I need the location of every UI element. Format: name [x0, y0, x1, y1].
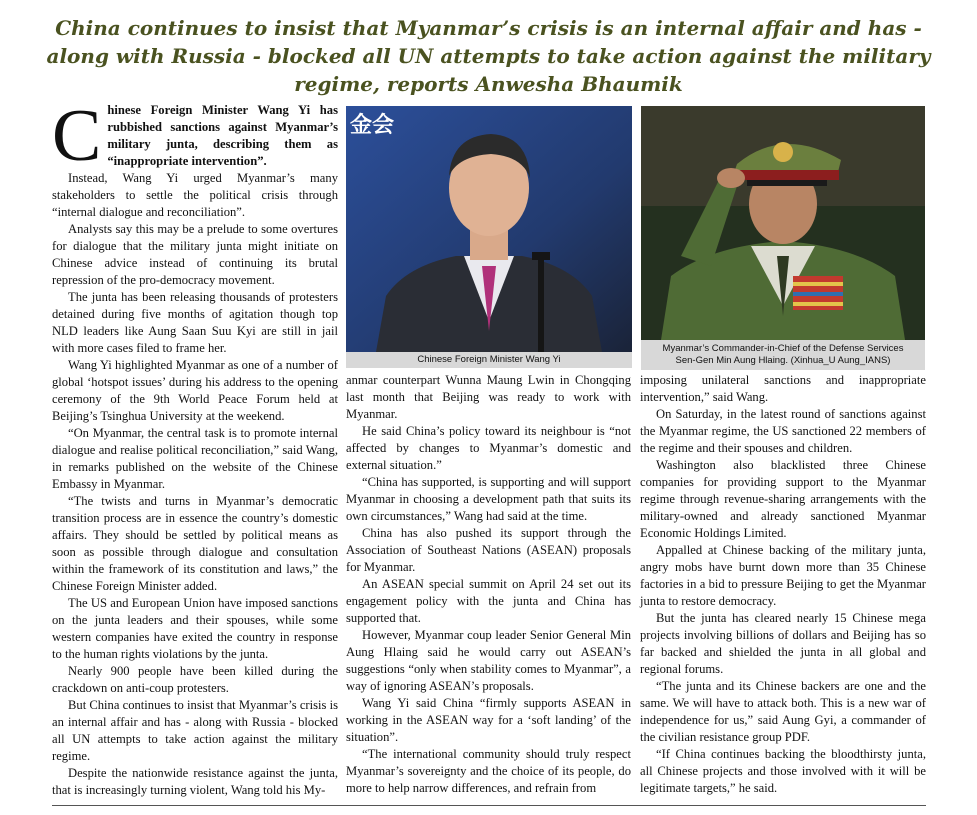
- paragraph: However, Myanmar coup leader Senior General Min Aung Hlaing said he would carry out ASEAN’s suggestions “only when stability comes to Myanmar”, a way of ignoring ASEAN’s proposals.: [346, 628, 631, 693]
- lead-text: hinese Foreign Minister Wang Yi has rubbished sanctions against Myanmar’s military junta, describing them as “inappropriate intervention”.: [107, 103, 338, 168]
- drop-cap: C: [52, 95, 102, 177]
- paragraph: “The international community should truly respect Myanmar’s sovereignty and the choice of its people, do more to help narrow differences, and refrain from: [346, 747, 631, 795]
- paragraph: China has also pushed its support through the Association of Southeast Nations (ASEAN) proposals for Myanmar.: [346, 526, 631, 574]
- min-aung-hlaing-caption: [641, 340, 925, 370]
- paragraph: The junta has been releasing thousands of protesters detained during five months of agitation though top NLD leaders like Aung Saan Suu Kyi are still in jail with more cases filed to frame her.: [52, 290, 338, 355]
- banner-text: 金会: [350, 113, 395, 138]
- paragraph: Analysts say this may be a prelude to some overtures for dialogue that the military junta might initiate on Chinese advice instead of continuing its brutal repression of the pro-democracy movement.: [52, 222, 338, 287]
- paragraph: An ASEAN special summit on April 24 set out its engagement policy with the junta and China has supported that.: [346, 577, 631, 625]
- paragraph: “If China continues backing the bloodthirsty junta, all Chinese projects and those involved with it will be legitimate targets,” he said.: [640, 747, 926, 795]
- wang-yi-photo: [346, 106, 632, 352]
- paragraph: But China continues to insist that Myanmar’s crisis is an internal affair and has - along with Russia - blocked all UN attempts to take action against the military regime.: [52, 698, 338, 763]
- paragraph: The US and European Union have imposed sanctions on the junta leaders and their spouses, while some western companies have exited the country in response to the human rights violations by the junta.: [52, 596, 338, 661]
- caption-line-2: Sen-Gen Min Aung Hlaing. (Xinhua_U Aung_IANS): [675, 355, 891, 366]
- article-column-1: [52, 95, 338, 799]
- paragraph: On Saturday, in the latest round of sanctions against the Myanmar regime, the US sanctioned 22 members of the regime and their spouses and children.: [640, 407, 926, 455]
- paragraph: But the junta has cleared nearly 15 Chinese mega projects involving billions of dollars and Beijing has so far backed and shielded the junta in all global and regional forums.: [640, 611, 926, 676]
- paragraph: Despite the nationwide resistance against the junta, that is increasingly turning violent, Wang told his My-: [52, 766, 338, 797]
- article-column-2: [346, 372, 631, 797]
- paragraph: “On Myanmar, the central task is to promote internal dialogue and realise political reconciliation,” said Wang, in remarks published on the website of the Chinese Embassy in Myanmar.: [52, 426, 338, 491]
- min-aung-hlaing-illustration: [641, 106, 925, 340]
- paragraph: Appalled at Chinese backing of the military junta, angry mobs have burnt down more than 35 Chinese factories in a bid to pressure Beijing to get the Myanmar junta to restore democracy.: [640, 543, 926, 608]
- wang-yi-caption: Chinese Foreign Minister Wang Yi: [346, 352, 632, 368]
- paragraph: “China has supported, is supporting and will support Myanmar in choosing a development path that suits its own circumstances,” Wang had said at the time.: [346, 475, 631, 523]
- min-aung-hlaing-photo: [641, 106, 925, 340]
- lead-paragraph: [52, 95, 338, 177]
- paragraph: Instead, Wang Yi urged Myanmar’s many stakeholders to settle the political crisis through “internal dialogue and reconciliation”.: [52, 171, 338, 219]
- bottom-rule: [52, 805, 926, 806]
- paragraph: Wang Yi highlighted Myanmar as one of a number of global ‘hotspot issues’ during his address to the opening ceremony of the 9th World Peace Forum held at Beijing’s Tsinghua University at the weekend.: [52, 358, 338, 423]
- paragraph-continued: anmar counterpart Wunna Maung Lwin in Chongqing last month that Beijing was ready to work with Myanmar.: [346, 373, 631, 421]
- paragraph: “The twists and turns in Myanmar’s democratic transition process are in essence the country’s domestic affairs. They should be settled by political means as soon as possible through dialogue and consultation within the framework of its constitution and laws,” the Chinese Foreign Minister added.: [52, 494, 338, 593]
- paragraph: Wang Yi said China “firmly supports ASEAN in working in the ASEAN way for a ‘soft landing’ of the situation”.: [346, 696, 631, 744]
- paragraph: Washington also blacklisted three Chinese companies for providing support to the Myanmar regime through revenue-sharing arrangements with the military-owned and already sanctioned Myanmar Economic Holdings Limited.: [640, 458, 926, 540]
- wang-yi-illustration: [346, 106, 632, 352]
- paragraph: Nearly 900 people have been killed during the crackdown on anti-coup protesters.: [52, 664, 338, 695]
- article-column-3: [640, 372, 926, 797]
- paragraph: “The junta and its Chinese backers are one and the same. We will have to attack both. This is a new war of independence for us,” said Aung Gyi, a commander of the civilian resistance group PDF.: [640, 679, 926, 744]
- caption-line-1: Myanmar’s Commander-in-Chief of the Defense Services: [662, 343, 904, 354]
- paragraph-continued: imposing unilateral sanctions and inappropriate intervention,” said Wang.: [640, 373, 926, 404]
- headline: China continues to insist that Myanmar’s crisis is an internal affair and has - along with Russia - blocked all UN attempts to take action against the military regime, reports Anwesha Bhaumik: [46, 16, 931, 96]
- paragraph: He said China’s policy toward its neighbour is “not affected by changes to Myanmar’s domestic and external situation.”: [346, 424, 631, 472]
